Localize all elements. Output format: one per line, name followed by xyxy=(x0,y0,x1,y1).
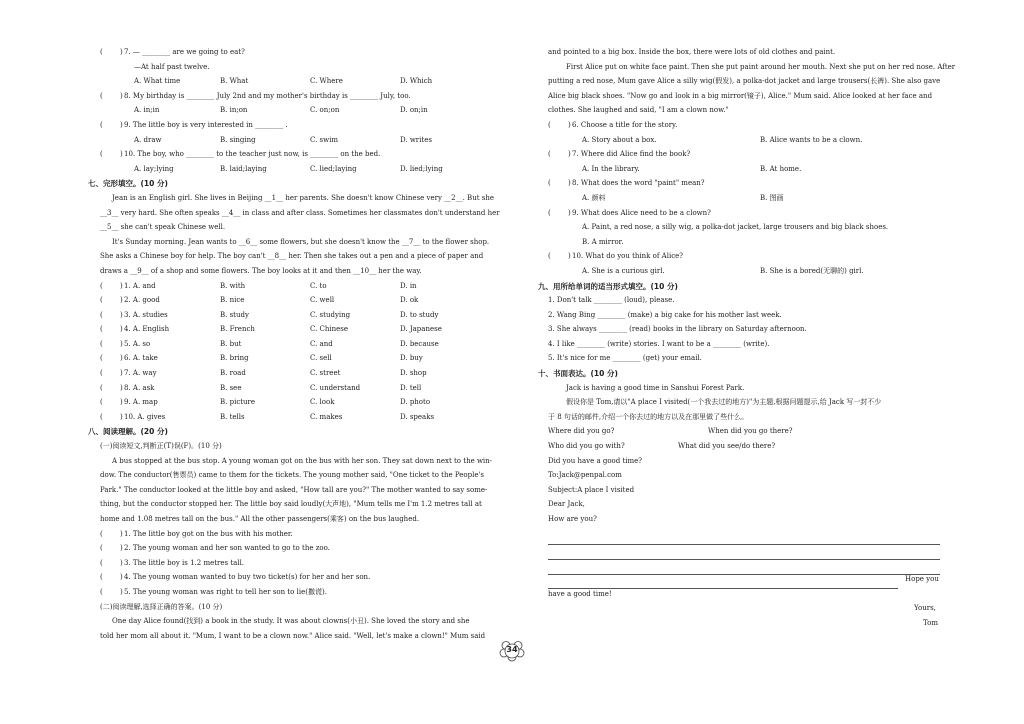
cloze-option[interactable]: 1. A. and xyxy=(124,281,156,290)
passage-line: thing, but the conductor stopped her. The little boy said loudly(大声地), "Mum tells me I'm 1.2 metres tall at xyxy=(100,500,482,509)
mc-question-10: ( ) 10. The boy, who ________ to the teacher just now, is ________ on the bed. xyxy=(100,150,381,159)
option-d[interactable]: D. lied;lying xyxy=(400,164,443,173)
question-stem: 10. The boy, who ________ to the teacher just now, is ________ on the bed. xyxy=(124,150,381,159)
cloze-option[interactable]: C. Chinese xyxy=(310,325,349,334)
answer-paren[interactable]: ) xyxy=(120,325,123,334)
section-8-title: 八、阅读理解。(20 分) xyxy=(88,427,168,437)
option-a[interactable]: A. Paint, a red nose, a silly wig, a polka-dot jacket, large trousers and big black shoes. xyxy=(582,223,889,232)
answer-paren[interactable]: ( xyxy=(100,398,103,407)
cloze-option[interactable]: C. and xyxy=(310,339,333,348)
options-row xyxy=(100,77,490,92)
question-stem: 8. My birthday is ________ July 2nd and my mother's birthday is ________ July, too. xyxy=(124,91,411,100)
cloze-option[interactable]: C. look xyxy=(310,398,335,407)
item-text: 4. The young woman wanted to buy two ticket(s) for her and her son. xyxy=(124,573,371,582)
prompt: Where did you go? xyxy=(548,427,615,436)
mc-question xyxy=(548,209,940,224)
fill-item[interactable]: 3. She always ________ (read) books in the library on Saturday afternoon. xyxy=(548,325,807,334)
fill-item[interactable]: 2. Wang Bing ________ (make) a big cake for his mother last week. xyxy=(548,310,782,319)
item-text: 1. The little boy got on the bus with his mother. xyxy=(124,529,293,538)
item-text: 6. Choose a title for the story. xyxy=(572,120,678,129)
answer-line: —At half past twelve. xyxy=(134,62,210,71)
answer-paren[interactable]: ( xyxy=(548,208,551,217)
answer-paren[interactable]: ( xyxy=(100,587,103,596)
option-a[interactable]: A. draw xyxy=(134,135,162,144)
option-d[interactable]: D. writes xyxy=(400,135,432,144)
answer-paren[interactable]: ) xyxy=(120,369,123,378)
answer-paren[interactable]: ( xyxy=(100,325,103,334)
answer-paren[interactable]: ( xyxy=(100,354,103,363)
options-row xyxy=(548,136,940,151)
cloze-option[interactable]: 2. A. good xyxy=(124,296,160,305)
answer-paren[interactable]: ( xyxy=(100,296,103,305)
item-text: 3. The little boy is 1.2 metres tall. xyxy=(124,558,245,567)
answer-paren[interactable]: ( xyxy=(100,573,103,582)
cloze-option[interactable]: B. road xyxy=(220,369,246,378)
cloze-row xyxy=(100,384,490,399)
answer-paren[interactable]: ) xyxy=(120,310,123,319)
cloze-option[interactable]: 10. A. gives xyxy=(124,412,166,421)
passage-line: and pointed to a big box. Inside the box, there were lots of old clothes and paint. xyxy=(548,48,836,56)
cloze-option[interactable]: 3. A. studies xyxy=(124,310,168,319)
mc-question-7: ( ) 7. — ________ are we going to eat? xyxy=(100,48,245,56)
options-row xyxy=(548,267,940,282)
cloze-option[interactable]: C. makes xyxy=(310,412,343,421)
passage-line: clothes. She laughed and said, "I am a clown now." xyxy=(548,106,729,115)
option-b[interactable]: B. She is a bored(无聊的) girl. xyxy=(760,266,864,275)
section-8b-title: (二)阅读理解,选择正确的答案。(10 分) xyxy=(100,602,223,611)
item-text: 9. What does Alice need to be a clown? xyxy=(572,208,711,217)
answer-paren[interactable]: ( xyxy=(548,150,551,159)
prompt-row xyxy=(548,427,940,442)
cloze-option[interactable]: B. nice xyxy=(220,296,245,305)
cloze-option[interactable]: C. well xyxy=(310,296,335,305)
mc-question-9: ( ) 9. The little boy is very interested in ________ . xyxy=(100,120,288,129)
answer-paren[interactable]: ) xyxy=(568,252,571,261)
option-d[interactable]: D. Which xyxy=(400,77,433,86)
cloze-option[interactable]: 8. A. ask xyxy=(124,383,155,392)
email-signature: Tom xyxy=(923,618,938,627)
passage-line: Alice big black shoes. "Now go and look in a big mirror(镜子), Alice." Mum said. Alice looked at her face and xyxy=(548,91,933,100)
answer-paren[interactable]: ) xyxy=(568,120,571,129)
answer-paren[interactable]: ( xyxy=(548,252,551,261)
option-a[interactable]: A. She is a curious girl. xyxy=(582,266,665,275)
answer-paren[interactable]: ( xyxy=(100,339,103,348)
option-b[interactable]: B. What xyxy=(220,77,249,86)
left-column xyxy=(88,48,500,646)
answer-paren[interactable]: ( xyxy=(100,310,103,319)
prompt: Did you have a good time? xyxy=(548,456,643,465)
answer-paren[interactable]: ) xyxy=(120,573,123,582)
section-8a-title: (一)阅读短文,判断正(T)误(F)。(10 分) xyxy=(100,442,222,451)
section-7-title: 七、完形填空。(10 分) xyxy=(88,179,168,189)
cloze-row xyxy=(100,282,490,297)
passage-line: First Alice put on white face paint. Then she put paint around her mouth. Next she put on her red nose. After xyxy=(566,62,956,71)
options-row xyxy=(100,106,490,121)
fill-item[interactable]: 1. Don't talk ________ (loud), please. xyxy=(548,296,675,305)
answer-paren[interactable]: ) xyxy=(568,150,571,159)
cloze-option[interactable]: 4. A. English xyxy=(124,325,170,334)
option-c[interactable]: C. on;on xyxy=(310,106,340,115)
passage-line: putting a red nose, Mum gave Alice a silly wig(假发), a polka-dot jacket and large trousers(长裤). She also gave xyxy=(548,77,941,86)
cloze-option[interactable]: C. sell xyxy=(310,354,332,363)
cloze-option[interactable]: 9. A. map xyxy=(124,398,158,407)
cloze-options xyxy=(100,282,490,428)
cloze-row xyxy=(100,340,490,355)
cloze-option[interactable]: B. see xyxy=(220,383,242,392)
cloze-option[interactable]: C. studying xyxy=(310,310,351,319)
cloze-option[interactable]: D. photo xyxy=(400,398,431,407)
true-false-items xyxy=(100,530,490,603)
option-b[interactable]: B. Alice wants to be a clown. xyxy=(760,135,863,144)
page-number-badge xyxy=(498,640,526,662)
option-b[interactable]: B. laid;laying xyxy=(220,164,267,173)
cloze-row xyxy=(100,354,490,369)
answer-paren[interactable]: ) xyxy=(120,558,123,567)
dialogue-answer xyxy=(100,63,490,78)
answer-paren[interactable]: ( xyxy=(548,179,551,188)
cloze-row xyxy=(100,296,490,311)
passage-line: A bus stopped at the bus stop. A young woman got on the bus with her son. They sat down next to the win- xyxy=(112,456,493,465)
email-closing-line: have a good time! xyxy=(548,589,612,598)
reading-mc-items xyxy=(548,121,940,282)
cloze-option[interactable]: 7. A. way xyxy=(124,369,157,378)
question-stem: 9. The little boy is very interested in ________ . xyxy=(124,120,288,129)
writing-line[interactable] xyxy=(548,575,898,589)
cloze-option[interactable]: B. with xyxy=(220,281,246,290)
prompt: Who did you go with? xyxy=(548,442,625,451)
passage-line: She asks a Chinese boy for help. The boy can't __8__ her. Then she takes out a pen and a piece of paper and xyxy=(100,252,484,261)
options-row xyxy=(548,165,940,180)
cloze-row xyxy=(100,369,490,384)
option-c[interactable]: C. Where xyxy=(310,77,343,86)
cloze-option[interactable]: D. ok xyxy=(400,296,419,305)
cloze-option[interactable]: B. study xyxy=(220,310,249,319)
answer-paren[interactable]: ) xyxy=(120,412,123,421)
answer-paren[interactable]: ( xyxy=(100,383,103,392)
cloze-option[interactable]: B. bring xyxy=(220,354,249,363)
cloze-option[interactable]: B. picture xyxy=(220,398,256,407)
cloze-option[interactable]: D. in xyxy=(400,281,417,290)
section-10-title: 十、书面表达。(10 分) xyxy=(538,369,618,379)
answer-paren[interactable]: ( xyxy=(548,120,551,129)
fill-item[interactable]: 4. I like ________ (write) stories. I want to be a ________ (write). xyxy=(548,339,770,348)
tf-item xyxy=(100,530,490,545)
item-text: 8. What does the word "paint" mean? xyxy=(572,179,705,188)
option-a[interactable]: A. in;in xyxy=(134,106,160,115)
option-a[interactable]: A. lay;lying xyxy=(134,164,174,173)
answer-paren[interactable]: ( xyxy=(100,544,103,553)
passage-line: draws a __9__ of a shop and some flowers. The boy looks at it and then __10__ her the way. xyxy=(100,266,422,275)
option-a[interactable]: A. In the library. xyxy=(582,164,640,173)
cloze-option[interactable]: C. understand xyxy=(310,383,361,392)
answer-paren[interactable]: ) xyxy=(568,179,571,188)
options-row xyxy=(100,165,490,180)
option-b[interactable]: B. in;on xyxy=(220,106,248,115)
right-column xyxy=(538,48,956,633)
writing-intro: Jack is having a good time in Sanshui Forest Park. xyxy=(566,383,745,392)
tf-item xyxy=(100,573,490,588)
cloze-option[interactable]: B. French xyxy=(220,325,255,334)
cloze-row xyxy=(100,398,490,413)
answer-paren[interactable]: ) xyxy=(120,339,123,348)
option-b[interactable]: B. At home. xyxy=(760,164,802,173)
answer-paren[interactable]: ) xyxy=(568,208,571,217)
answer-paren[interactable]: ) xyxy=(120,354,123,363)
answer-paren[interactable]: ( xyxy=(100,369,103,378)
cloze-option[interactable]: D. speaks xyxy=(400,412,435,421)
cloze-option[interactable]: D. to study xyxy=(400,310,439,319)
answer-paren[interactable]: ( xyxy=(100,558,103,567)
prompt-row xyxy=(548,442,940,457)
cloze-passage xyxy=(100,193,500,282)
mc-question xyxy=(548,150,940,165)
answer-paren[interactable]: ) xyxy=(120,383,123,392)
option-a[interactable]: A. Story about a box. xyxy=(582,135,657,144)
email-subject: Subject:A place I visited xyxy=(548,485,635,494)
writing-line[interactable] xyxy=(548,545,940,560)
options-row xyxy=(548,238,940,253)
cloze-row xyxy=(100,325,490,340)
writing-instructions: 于 8 句话的邮件,介绍一个你去过的地方以及在那里做了些什么。 xyxy=(548,412,749,421)
cloze-option[interactable]: B. but xyxy=(220,339,242,348)
cloze-option[interactable]: 5. A. so xyxy=(124,339,151,348)
item-text: 2. The young woman and her son wanted to go to the zoo. xyxy=(124,544,330,553)
answer-paren[interactable]: ) xyxy=(120,281,123,290)
cloze-option[interactable]: B. tells xyxy=(220,412,245,421)
mc-question xyxy=(548,121,940,136)
mc-question-8: ( ) 8. My birthday is ________ July 2nd and my mother's birthday is ________ July, too. xyxy=(100,91,411,100)
email-opening: How are you? xyxy=(548,515,597,523)
email-to: To:Jack@penpal.com xyxy=(548,471,622,480)
prompt: What did you see/do there? xyxy=(678,442,776,451)
option-a[interactable]: A. What time xyxy=(134,77,181,86)
option-a[interactable]: A. 颜料 xyxy=(582,193,606,202)
writing-line-hope: Hope you xyxy=(548,575,940,590)
answer-paren[interactable]: ) xyxy=(120,587,123,596)
options-row xyxy=(548,223,940,238)
passage-line: One day Alice found(找到) a book in the study. It was about clowns(小丑). She loved the story and she xyxy=(112,617,470,626)
options-row xyxy=(548,194,940,209)
writing-line[interactable] xyxy=(548,530,940,545)
option-b[interactable]: B. singing xyxy=(220,135,256,144)
cloze-option[interactable]: C. to xyxy=(310,281,327,290)
options-row xyxy=(100,136,490,151)
option-b[interactable]: B. 图画 xyxy=(760,193,784,202)
cloze-row xyxy=(100,413,490,428)
section-9-title: 九、用所给单词的适当形式填空。(10 分) xyxy=(538,281,678,291)
item-text: 5. The young woman was right to tell her son to lie(撒谎). xyxy=(124,587,327,596)
passage-line: Park." The conductor looked at the little boy and asked, "How tall are you?" The mother wanted to say some- xyxy=(100,485,488,494)
passage-line: __5__ she can't speak Chinese well. xyxy=(100,223,226,232)
option-b[interactable]: B. A mirror. xyxy=(582,237,624,246)
cloze-option[interactable]: 6. A. take xyxy=(124,354,158,363)
cloze-option[interactable]: D. shop xyxy=(400,369,427,378)
tf-item xyxy=(100,588,490,603)
page-number: 34 xyxy=(506,645,518,654)
cloze-option[interactable]: D. tell xyxy=(400,383,422,392)
tf-item xyxy=(100,544,490,559)
fill-item[interactable]: 5. It's nice for me ________ (get) your email. xyxy=(548,354,702,363)
email-greeting: Dear Jack, xyxy=(548,500,585,509)
answer-paren[interactable]: ) xyxy=(120,529,123,538)
email-signoff: Yours, xyxy=(914,604,936,613)
answer-paren[interactable]: ( xyxy=(100,281,103,290)
passage-line: Jean is an English girl. She lives in Beijing __1__ her parents. She doesn't know Chinese very __2__. But she xyxy=(112,193,494,202)
answer-paren[interactable]: ) xyxy=(120,398,123,407)
mc-question xyxy=(548,252,940,267)
item-text: 7. Where did Alice find the book? xyxy=(572,150,691,159)
option-d[interactable]: D. on;in xyxy=(400,106,428,115)
passage-line: dow. The conductor(售票员) came to them for the tickets. The young mother said, "One ticket to the People's xyxy=(100,471,484,480)
answer-paren[interactable]: ( xyxy=(100,529,103,538)
passage-line: told her mom all about it. "Mum, I want to be a clown now." Alice said. "Well, let's make a clown!" Mum said xyxy=(100,631,486,640)
passage-line: __3__ very hard. She often speaks __4__ in class and after class. Sometimes her classmates don't understand her xyxy=(100,208,500,217)
writing-instructions: 假设你是 Tom,请以"A place I visited(一个我去过的地方)"为主题,根据问题提示,给 Jack 写一封不少 xyxy=(566,398,882,407)
cloze-option[interactable]: D. buy xyxy=(400,354,423,363)
answer-paren[interactable]: ( xyxy=(100,412,103,421)
reading-passage-a xyxy=(100,456,493,530)
cloze-option[interactable]: D. because xyxy=(400,339,439,348)
option-c[interactable]: C. lied;laying xyxy=(310,164,357,173)
question-stem: 7. — ________ are we going to eat? xyxy=(124,48,245,56)
answer-paren[interactable]: ) xyxy=(120,544,123,553)
cloze-option[interactable]: D. Japanese xyxy=(400,325,442,334)
answer-paren[interactable]: ) xyxy=(120,296,123,305)
prompt: When did you go there? xyxy=(708,427,793,436)
item-text: 10. What do you think of Alice? xyxy=(572,252,684,261)
option-c[interactable]: C. swim xyxy=(310,135,339,144)
writing-line[interactable] xyxy=(548,560,940,575)
passage-line: It's Sunday morning. Jean wants to __6__ some flowers, but she doesn't know the __7__ to the flower shop. xyxy=(112,237,490,246)
passage-line: home and 1.08 metres tall on the bus." All the other passengers(乘客) on the bus laughed. xyxy=(100,515,420,523)
cloze-option[interactable]: C. street xyxy=(310,369,341,378)
mc-question xyxy=(548,179,940,194)
cloze-row xyxy=(100,311,490,326)
tf-item xyxy=(100,559,490,574)
